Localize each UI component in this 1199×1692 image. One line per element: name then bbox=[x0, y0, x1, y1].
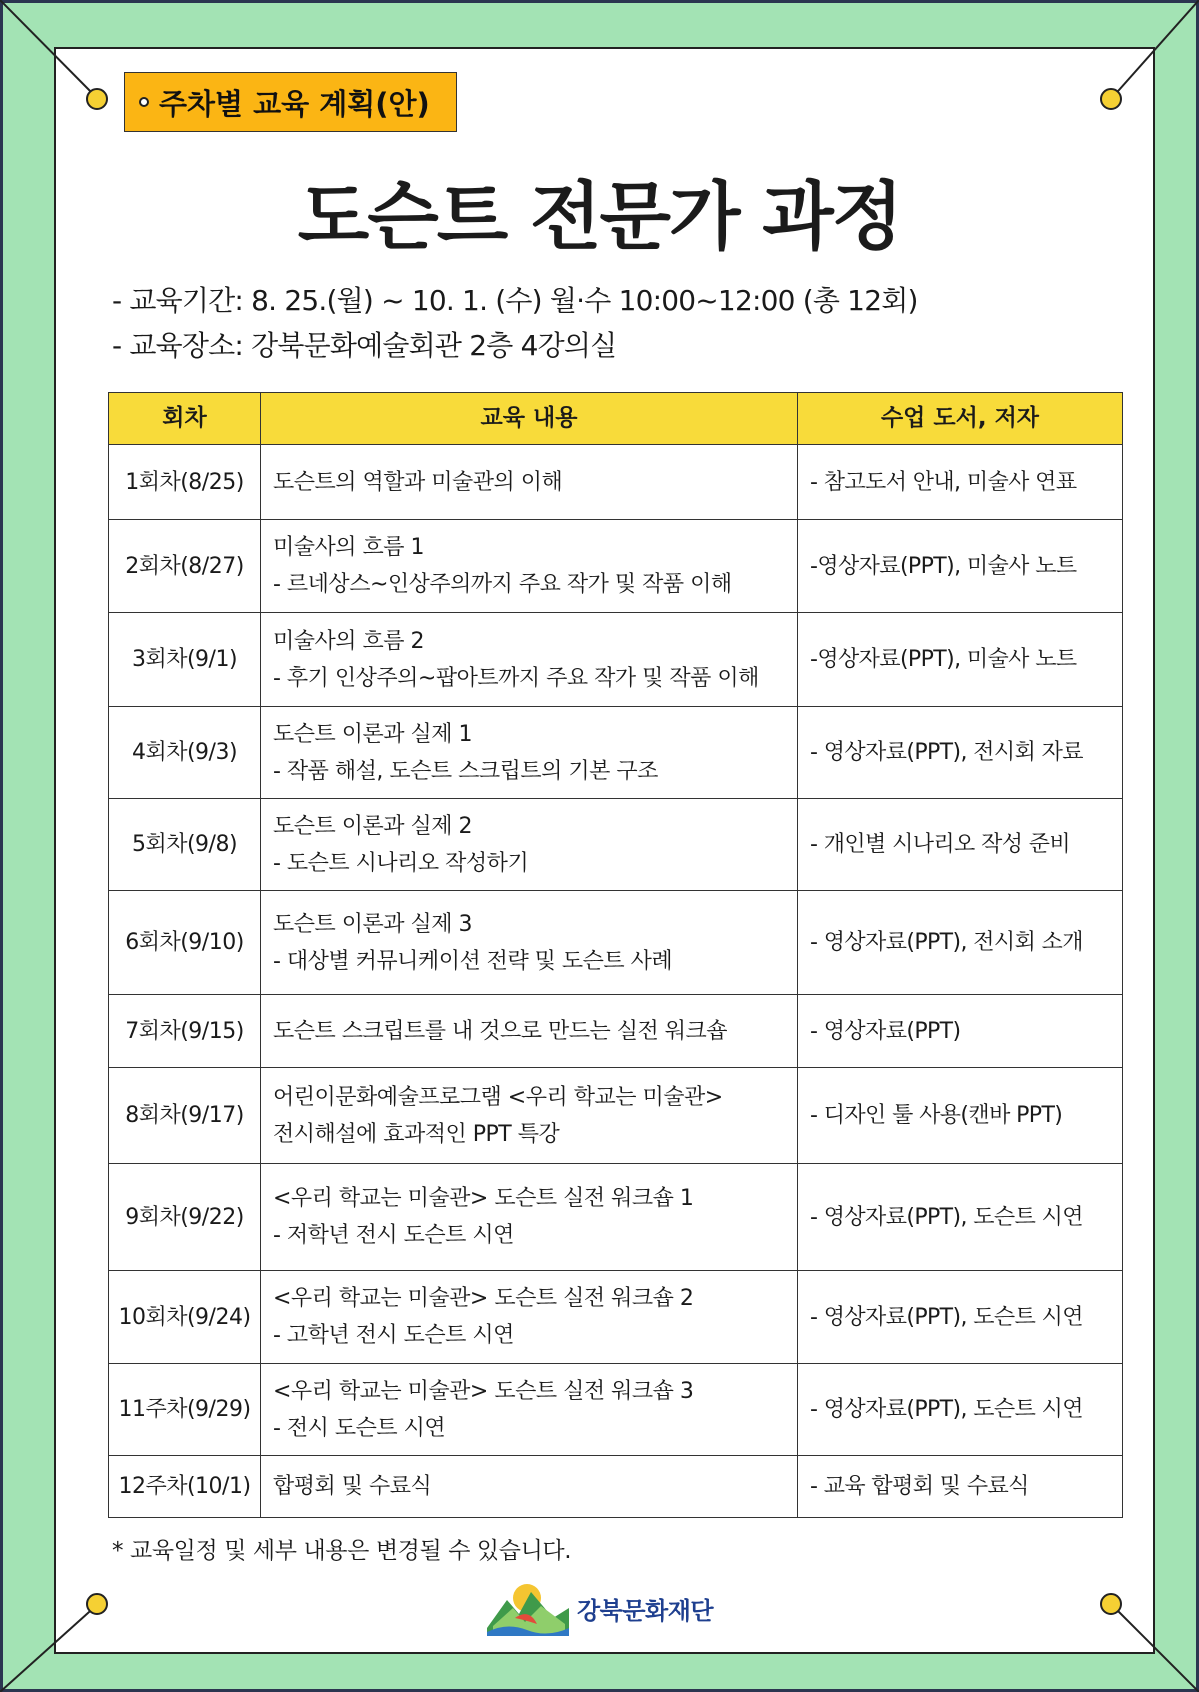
content-line: 도슨트 이론과 실제 2 bbox=[273, 813, 472, 839]
logo-text: 강북문화재단 bbox=[577, 1596, 714, 1625]
cell-round: 3회차(9/1) bbox=[109, 613, 261, 707]
cell-round: 6회차(9/10) bbox=[109, 891, 261, 995]
cell-books: -영상자료(PPT), 미술사 노트 bbox=[798, 613, 1123, 707]
cell-content bbox=[261, 799, 798, 891]
table-row bbox=[109, 613, 1123, 707]
cell-books: - 영상자료(PPT), 도슨트 시연 bbox=[798, 1271, 1123, 1364]
cell-round: 1회차(8/25) bbox=[109, 445, 261, 520]
table-row bbox=[109, 1364, 1123, 1456]
cell-content bbox=[261, 1364, 798, 1456]
cell-books: - 영상자료(PPT), 전시회 자료 bbox=[798, 707, 1123, 799]
content-line: 도슨트 이론과 실제 1 bbox=[273, 721, 472, 747]
pin-top-right-icon bbox=[1100, 88, 1122, 110]
footnote: * 교육일정 및 세부 내용은 변경될 수 있습니다. bbox=[112, 1538, 572, 1564]
cell-round: 10회차(9/24) bbox=[109, 1271, 261, 1364]
mountain-logo-icon bbox=[485, 1578, 571, 1638]
content-line: 도슨트의 역할과 미술관의 이해 bbox=[273, 469, 563, 495]
section-badge bbox=[124, 72, 457, 132]
content-line: - 저학년 전시 도슨트 시연 bbox=[273, 1223, 514, 1248]
content-line: - 고학년 전시 도슨트 시연 bbox=[273, 1323, 514, 1348]
cell-books: - 영상자료(PPT), 도슨트 시연 bbox=[798, 1164, 1123, 1271]
content-line: <우리 학교는 미술관> 도슨트 실전 워크숍 3 bbox=[273, 1378, 694, 1404]
table-row bbox=[109, 1164, 1123, 1271]
content-line: - 대상별 커뮤니케이션 전략 및 도슨트 사례 bbox=[273, 948, 673, 974]
cell-round: 2회차(8/27) bbox=[109, 520, 261, 613]
header-round: 회차 bbox=[109, 393, 261, 445]
schedule-table bbox=[108, 392, 1123, 1518]
cell-books: - 디자인 툴 사용(캔바 PPT) bbox=[798, 1068, 1123, 1164]
content-line: - 도슨트 시나리오 작성하기 bbox=[273, 850, 529, 876]
cell-content bbox=[261, 707, 798, 799]
page-title: 도슨트 전문가 과정 bbox=[297, 174, 902, 260]
cell-books: -영상자료(PPT), 미술사 노트 bbox=[798, 520, 1123, 613]
content-line: - 후기 인상주의~팝아트까지 주요 작가 및 작품 이해 bbox=[273, 665, 759, 691]
table-row bbox=[109, 995, 1123, 1068]
cell-books: - 참고도서 안내, 미술사 연표 bbox=[798, 445, 1123, 520]
cell-round: 11주차(9/29) bbox=[109, 1364, 261, 1456]
content-line: 어린이문화예술프로그램 <우리 학교는 미술관> bbox=[273, 1084, 723, 1110]
cell-content bbox=[261, 1456, 798, 1518]
bullet-circle-icon bbox=[139, 97, 149, 107]
content-line: 미술사의 흐름 2 bbox=[273, 628, 424, 654]
pin-bottom-right-icon bbox=[1100, 1593, 1122, 1615]
cell-content bbox=[261, 1164, 798, 1271]
content-line: - 작품 해설, 도슨트 스크립트의 기본 구조 bbox=[273, 758, 658, 784]
table-row bbox=[109, 891, 1123, 995]
cell-round: 5회차(9/8) bbox=[109, 799, 261, 891]
cell-round: 7회차(9/15) bbox=[109, 995, 261, 1068]
table-row bbox=[109, 1456, 1123, 1518]
cell-content bbox=[261, 445, 798, 520]
content-line: 합평회 및 수료식 bbox=[273, 1474, 432, 1499]
table-row bbox=[109, 520, 1123, 613]
course-info bbox=[112, 278, 918, 368]
foundation-logo bbox=[485, 1578, 713, 1638]
cell-books: - 영상자료(PPT) bbox=[798, 995, 1123, 1068]
cell-content bbox=[261, 1271, 798, 1364]
content-line: <우리 학교는 미술관> 도슨트 실전 워크숍 2 bbox=[273, 1286, 694, 1311]
content-line: - 르네상스~인상주의까지 주요 작가 및 작품 이해 bbox=[273, 572, 732, 597]
content-line: 도슨트 이론과 실제 3 bbox=[273, 911, 472, 937]
table-row bbox=[109, 1271, 1123, 1364]
cell-content bbox=[261, 1068, 798, 1164]
cell-content bbox=[261, 613, 798, 707]
pin-bottom-left-icon bbox=[86, 1593, 108, 1615]
table-row bbox=[109, 1068, 1123, 1164]
header-books: 수업 도서, 저자 bbox=[798, 393, 1123, 445]
content-line: 도슨트 스크립트를 내 것으로 만드는 실전 워크숍 bbox=[273, 1018, 728, 1044]
course-place: - 교육장소: 강북문화예술회관 2층 4강의실 bbox=[112, 329, 617, 362]
cell-content bbox=[261, 995, 798, 1068]
cell-round: 12주차(10/1) bbox=[109, 1456, 261, 1518]
pin-top-left-icon bbox=[86, 88, 108, 110]
cell-round: 9회차(9/22) bbox=[109, 1164, 261, 1271]
cell-round: 4회차(9/3) bbox=[109, 707, 261, 799]
course-period: - 교육기간: 8. 25.(월) ~ 10. 1. (수) 월·수 10:00~12:00 (총 12회) bbox=[112, 284, 918, 317]
cell-books: - 개인별 시나리오 작성 준비 bbox=[798, 799, 1123, 891]
table-row bbox=[109, 707, 1123, 799]
content-line: 미술사의 흐름 1 bbox=[273, 535, 424, 560]
content-line: - 전시 도슨트 시연 bbox=[273, 1415, 446, 1441]
badge-label: 주차별 교육 계획(안) bbox=[159, 86, 430, 121]
cell-content bbox=[261, 891, 798, 995]
content-line: <우리 학교는 미술관> 도슨트 실전 워크숍 1 bbox=[273, 1186, 694, 1211]
content-line: 전시해설에 효과적인 PPT 특강 bbox=[273, 1121, 560, 1147]
cell-round: 8회차(9/17) bbox=[109, 1068, 261, 1164]
table-row bbox=[109, 445, 1123, 520]
cell-books: - 영상자료(PPT), 전시회 소개 bbox=[798, 891, 1123, 995]
header-content: 교육 내용 bbox=[261, 393, 798, 445]
cell-books: - 교육 합평회 및 수료식 bbox=[798, 1456, 1123, 1518]
cell-content bbox=[261, 520, 798, 613]
table-header-row bbox=[109, 393, 1123, 445]
table-row bbox=[109, 799, 1123, 891]
cell-books: - 영상자료(PPT), 도슨트 시연 bbox=[798, 1364, 1123, 1456]
